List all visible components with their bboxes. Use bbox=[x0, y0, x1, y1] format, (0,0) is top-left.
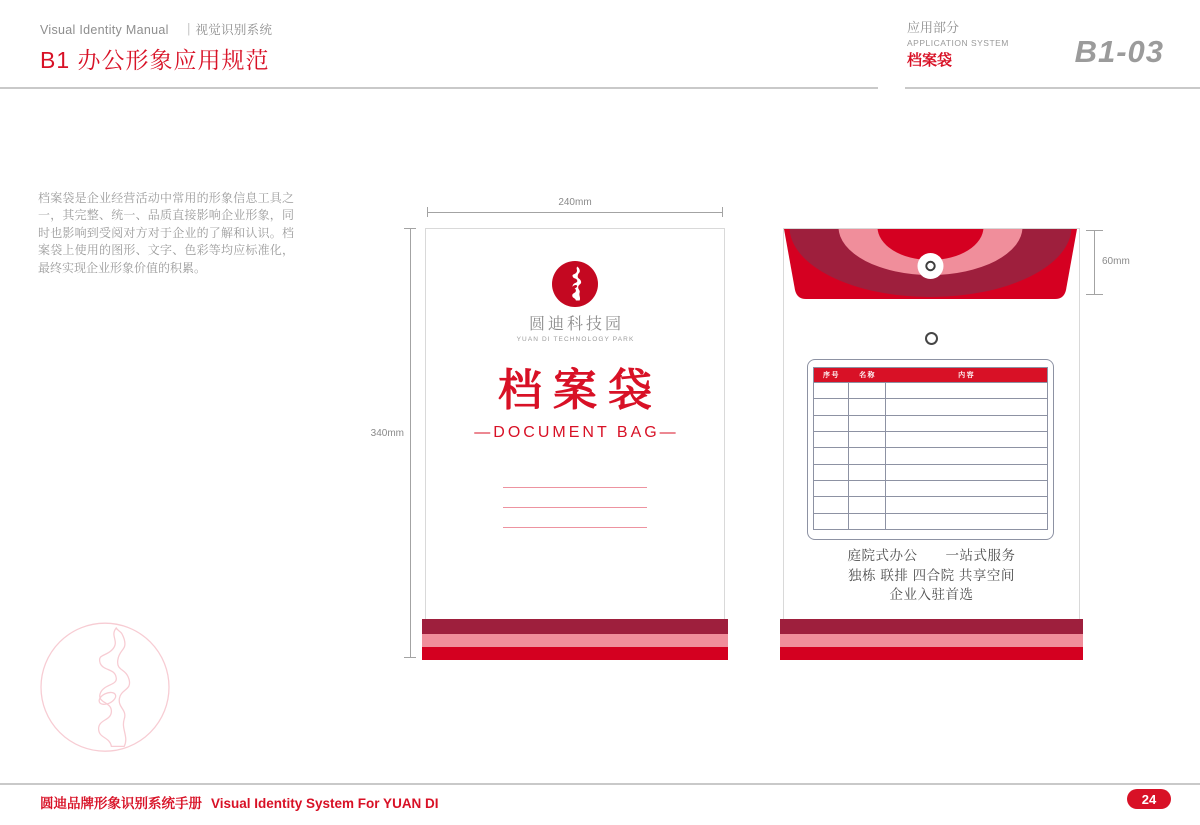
dimension-tick bbox=[427, 207, 428, 217]
table-cell bbox=[886, 399, 1047, 414]
table-header-cell: 名称 bbox=[859, 372, 877, 379]
document-bag-back bbox=[783, 228, 1080, 660]
table-row bbox=[814, 431, 1047, 447]
table-cell bbox=[814, 383, 849, 398]
table-cell bbox=[849, 514, 886, 529]
logo-name-en: YUAN DI TECHNOLOGY PARK bbox=[516, 336, 635, 343]
table-cell bbox=[814, 497, 849, 512]
page-title: B1 办公形象应用规范 bbox=[40, 47, 270, 73]
bag-title-zh: 档案袋 bbox=[498, 366, 663, 415]
table-row bbox=[814, 382, 1047, 398]
front-logo-block bbox=[426, 261, 724, 344]
table-row bbox=[814, 480, 1047, 496]
table-row bbox=[814, 496, 1047, 512]
description-paragraph: 档案袋是企业经营活动中常用的形象信息工具之一，其完整、统一、品质直接影响企业形象，同时也影响到受阅对方对于企业的了解和认识。档案袋上使用的图形、文字、色彩等均应标准化，最终实现企业形象价值的积累。 bbox=[38, 191, 294, 275]
dimension-height-label: 340mm bbox=[370, 428, 404, 439]
front-title-block bbox=[426, 366, 724, 441]
table-cell bbox=[814, 465, 849, 480]
writing-line bbox=[503, 487, 647, 488]
table-cell bbox=[814, 514, 849, 529]
document-bag-front bbox=[425, 228, 725, 660]
table-cell bbox=[886, 448, 1047, 463]
table-cell bbox=[886, 383, 1047, 398]
table-cell bbox=[814, 432, 849, 447]
table-cell bbox=[814, 448, 849, 463]
dimension-tick bbox=[404, 657, 416, 658]
table-row bbox=[814, 398, 1047, 414]
category-label-zh: 应用部分 bbox=[907, 20, 960, 35]
table-cell bbox=[849, 465, 886, 480]
stripe-red bbox=[780, 647, 1083, 660]
page-number-badge: 24 bbox=[1127, 789, 1171, 809]
writing-lines bbox=[426, 487, 724, 547]
bag-flap bbox=[784, 229, 1077, 301]
flap-button-icon bbox=[918, 253, 944, 279]
footer-title-en: Visual Identity System For YUAN DI bbox=[211, 796, 439, 811]
logo-watermark-icon bbox=[25, 612, 185, 772]
table-row bbox=[814, 464, 1047, 480]
manual-subtitle-zh: ｜视觉识别系统 bbox=[182, 23, 273, 37]
table-row bbox=[814, 415, 1047, 431]
writing-line bbox=[503, 527, 647, 528]
dimension-tick bbox=[722, 207, 723, 217]
dimension-width-label: 240mm bbox=[558, 197, 592, 208]
footer-title bbox=[40, 792, 439, 812]
stripe-maroon bbox=[422, 619, 728, 634]
table-cell bbox=[886, 497, 1047, 512]
header-divider-right bbox=[905, 87, 1200, 89]
slogan-line: 庭院式办公 一站式服务 bbox=[847, 548, 1016, 563]
logo-name-zh: 圆迪科技园 bbox=[528, 316, 624, 333]
category-label-en: APPLICATION SYSTEM bbox=[907, 38, 1009, 48]
table-header-row bbox=[814, 368, 1047, 382]
table-cell bbox=[814, 416, 849, 431]
writing-line bbox=[503, 507, 647, 508]
item-name: 档案袋 bbox=[907, 51, 953, 69]
table-header-cell: 序号 bbox=[822, 372, 840, 379]
table-cell bbox=[849, 432, 886, 447]
brand-stripes bbox=[422, 619, 728, 660]
table-header-cell: 内容 bbox=[958, 372, 976, 379]
table-cell bbox=[886, 514, 1047, 529]
table-cell bbox=[886, 465, 1047, 480]
table-cell bbox=[849, 399, 886, 414]
brand-stripes bbox=[780, 619, 1083, 660]
slogan-line: 企业入驻首选 bbox=[889, 587, 974, 602]
table-cell bbox=[849, 383, 886, 398]
table-cell bbox=[814, 481, 849, 496]
dimension-flap-label: 60mm bbox=[1102, 256, 1130, 267]
manual-subtitle-en: Visual Identity Manual bbox=[40, 23, 169, 37]
header-divider-left bbox=[0, 87, 878, 89]
stripe-pink bbox=[780, 634, 1083, 647]
table-cell bbox=[886, 481, 1047, 496]
table-cell bbox=[814, 399, 849, 414]
brand-logo-icon bbox=[552, 261, 598, 307]
manual-subtitle bbox=[40, 20, 272, 38]
stripe-red bbox=[422, 647, 728, 660]
dimension-flap-line bbox=[1094, 230, 1095, 295]
slogan-block bbox=[784, 546, 1079, 605]
dimension-tick bbox=[1086, 294, 1103, 295]
stripe-maroon bbox=[780, 619, 1083, 634]
table-cell bbox=[849, 481, 886, 496]
table-cell bbox=[849, 416, 886, 431]
table-cell bbox=[849, 497, 886, 512]
slogan-line: 独栋 联排 四合院 共享空间 bbox=[848, 567, 1015, 583]
table-row bbox=[814, 447, 1047, 463]
stripe-pink bbox=[422, 634, 728, 647]
table-cell bbox=[849, 448, 886, 463]
table-row bbox=[814, 513, 1047, 529]
table-cell bbox=[886, 432, 1047, 447]
string-button-icon bbox=[925, 332, 938, 345]
dimension-height-line bbox=[410, 228, 411, 658]
dimension-tick bbox=[1086, 230, 1103, 231]
contents-table bbox=[807, 359, 1054, 540]
page-code: B1-03 bbox=[1074, 34, 1164, 69]
footer-divider bbox=[0, 783, 1200, 785]
contents-table-grid bbox=[813, 367, 1048, 530]
bag-title-en: —DOCUMENT BAG— bbox=[474, 424, 679, 441]
table-cell bbox=[886, 416, 1047, 431]
header-category-block bbox=[907, 21, 1009, 68]
dimension-width-line bbox=[427, 212, 723, 213]
footer-title-zh: 圆迪品牌形象识别系统手册 bbox=[40, 796, 202, 811]
dimension-tick bbox=[404, 228, 416, 229]
